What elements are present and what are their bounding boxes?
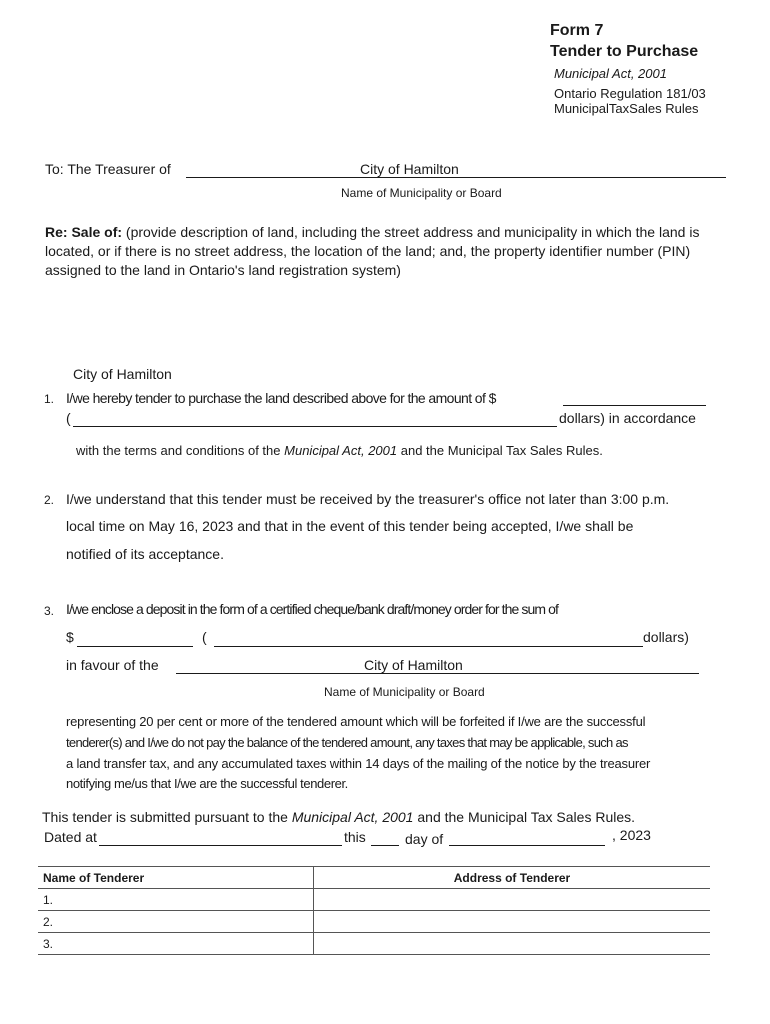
submission-pre: This tender is submitted pursuant to the — [42, 809, 288, 825]
day-of-label: day of — [405, 831, 444, 847]
to-treasurer-label: To: The Treasurer of — [45, 161, 171, 177]
table-row — [38, 889, 710, 911]
regulation-citation: Ontario Regulation 181/03 — [554, 86, 706, 101]
municipality-field-line[interactable] — [186, 177, 726, 178]
tenderer-address-cell[interactable] — [314, 933, 711, 955]
payee-caption: Name of Municipality or Board — [324, 685, 485, 699]
form-number: Form 7 — [550, 22, 604, 39]
tender-amount-words-field[interactable] — [73, 426, 557, 427]
tenderer-name-cell[interactable]: 1. — [38, 889, 314, 911]
tenderer-name-cell[interactable]: 2. — [38, 911, 314, 933]
form-title: Tender to Purchase — [550, 43, 699, 60]
col-name-header: Name of Tenderer — [38, 867, 314, 889]
item1-act-name: Municipal Act, 2001 — [284, 443, 398, 458]
year-label: , 2023 — [612, 827, 651, 843]
item3-number: 3. — [44, 604, 55, 618]
item3-deposit-text: I/we enclose a deposit in the form of a certified cheque/bank draft/money order for the sum of — [66, 601, 559, 617]
land-description-value[interactable]: City of Hamilton — [73, 366, 172, 382]
item2-line3: notified of its acceptance. — [66, 546, 224, 562]
tender-amount-field[interactable] — [563, 405, 706, 406]
tenderer-address-cell[interactable] — [314, 911, 711, 933]
tenderer-address-cell[interactable] — [314, 889, 711, 911]
act-citation: Municipal Act, 2001 — [554, 66, 667, 81]
table-row — [38, 911, 710, 933]
day-field[interactable] — [371, 845, 399, 846]
payee-field-line[interactable] — [176, 673, 699, 674]
submission-act-name: Municipal Act, 2001 — [291, 809, 414, 825]
table-row — [38, 933, 710, 955]
deposit-amount-words-field[interactable] — [214, 646, 643, 647]
tenderer-name-cell[interactable]: 3. — [38, 933, 314, 955]
item1-tender-text: I/we hereby tender to purchase the land described above for the amount of $ — [66, 390, 496, 406]
deposit-amount-field[interactable] — [77, 646, 193, 647]
re-sale-paragraph — [45, 223, 735, 280]
re-sale-instructions: (provide description of land, including the street address and municipality in which the land is located, or if there is no street address, the location of the land; and, the property identifier number (PIN) assigned to the land in Ontario's land registration system) — [45, 224, 700, 278]
re-sale-label: Re: Sale of: — [45, 224, 123, 240]
submission-post: and the Municipal Tax Sales Rules. — [417, 809, 636, 825]
item1-terms-pre: with the terms and conditions of the — [76, 443, 281, 458]
item1-dollars-suffix: dollars) in accordance — [559, 410, 696, 426]
item3-para-line4: notifying me/us that I/we are the successful tenderer. — [66, 776, 348, 791]
item2-line2: local time on May 16, 2023 and that in the event of this tender being accepted, I/we shall be — [66, 518, 634, 534]
table-header-row — [38, 867, 710, 889]
dated-at-field[interactable] — [99, 845, 342, 846]
payee-value[interactable]: City of Hamilton — [364, 657, 463, 673]
col-address-header: Address of Tenderer — [314, 867, 711, 889]
month-field[interactable] — [449, 845, 605, 846]
municipality-value[interactable]: City of Hamilton — [360, 161, 459, 177]
item3-para-line2: tenderer(s) and I/we do not pay the balance of the tendered amount, any taxes that may be applicable, such as — [66, 735, 628, 750]
item3-dollars-suffix: dollars) — [643, 629, 689, 645]
item3-para-line3: a land transfer tax, and any accumulated taxes within 14 days of the mailing of the notice by the treasurer — [66, 756, 651, 771]
item3-favour-label: in favour of the — [66, 657, 159, 673]
item1-open-paren: ( — [66, 410, 71, 426]
item3-dollar-sign: $ — [66, 629, 74, 645]
item1-terms-line — [76, 443, 603, 458]
item1-terms-post: and the Municipal Tax Sales Rules. — [400, 443, 603, 458]
rules-citation: MunicipalTaxSales Rules — [554, 101, 699, 116]
item2-line1: I/we understand that this tender must be received by the treasurer's office not later than 3:00 p.m. — [66, 491, 670, 507]
submission-statement — [42, 809, 635, 825]
item1-number: 1. — [44, 392, 55, 406]
item3-para-line1: representing 20 per cent or more of the tendered amount which will be forfeited if I/we are the successful — [66, 714, 646, 729]
dated-at-label: Dated at — [44, 829, 97, 845]
item3-open-paren: ( — [202, 629, 207, 645]
item2-number: 2. — [44, 493, 55, 507]
this-label: this — [344, 829, 366, 845]
municipality-caption: Name of Municipality or Board — [341, 186, 502, 200]
tenderer-table — [38, 866, 710, 955]
